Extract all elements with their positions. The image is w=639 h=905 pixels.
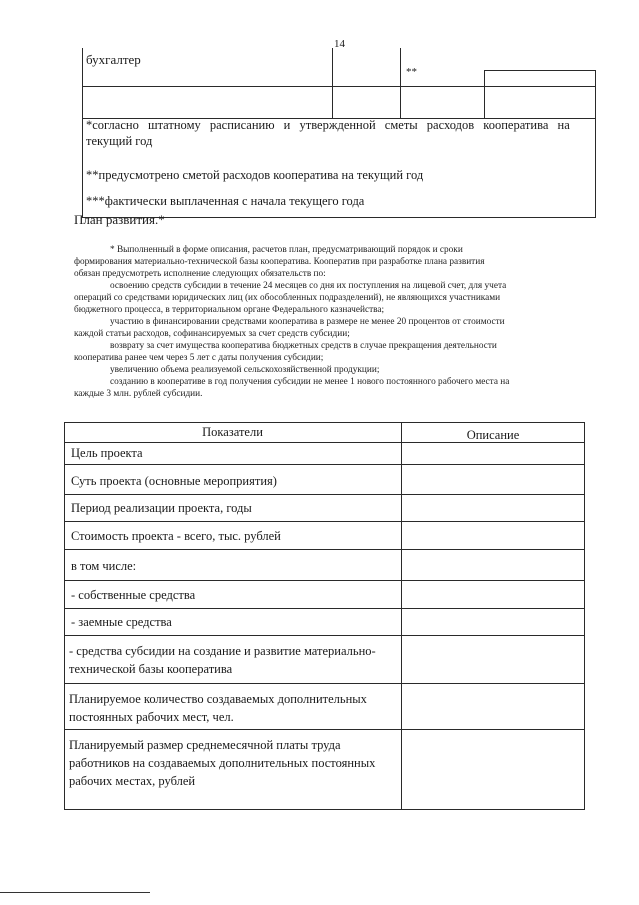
row-including: в том числе:	[71, 559, 137, 573]
intro-line-4: освоению средств субсидии в течение 24 месяцев со дня их поступления на лицевой счет, для учета	[110, 281, 507, 291]
intro-line-9: возврату за счет имущества кооператива бюджетных средств в случае прекращения деятельности	[110, 341, 497, 351]
intro-line-8: каждой статьи расходов, софинансируемых за счет средств субсидии;	[74, 329, 350, 339]
intro-line-5: операций со средствами юридических лиц (их обособленных подразделений), не являющихся участниками	[74, 293, 501, 303]
page-number: 14	[334, 38, 345, 50]
intro-line-7: участию в финансировании средствами кооператива в размере не менее 20 процентов от стоимости	[110, 317, 505, 327]
row-implementation-period: Период реализации проекта, годы	[71, 501, 252, 515]
intro-line-13: каждые 3 млн. рублей субсидии.	[74, 389, 203, 399]
intro-line-10: кооператива ранее чем через 5 лет с даты получения субсидии;	[74, 353, 324, 363]
row-own-funds: - собственные средства	[71, 588, 196, 602]
intro-line-11: увеличению объема реализуемой сельскохозяйственной продукции;	[110, 365, 380, 375]
indicators-table	[64, 422, 585, 810]
header-indicators: Показатели	[202, 425, 263, 439]
row-project-essence: Суть проекта (основные мероприятия)	[71, 474, 277, 488]
intro-line-1: * Выполненный в форме описания, расчетов план, предусматривающий порядок и сроки	[110, 245, 463, 255]
footnote-1-cont: текущий год	[86, 134, 153, 148]
staff-marker: **	[406, 66, 417, 78]
staff-table	[82, 48, 596, 218]
row-planned-salary: Планируемый размер среднемесячной платы труда работников на создаваемых дополнительных постоянных рабочих местах, рублей	[69, 738, 376, 788]
bottom-rule	[0, 892, 150, 893]
row-planned-jobs: Планируемое количество создаваемых дополнительных постоянных рабочих мест, чел.	[69, 692, 367, 724]
header-description: Описание	[466, 428, 520, 442]
intro-line-6: бюджетного процесса, в территориальном органе Федерального казначейства;	[74, 305, 385, 315]
footnote-2: **предусмотрено сметой расходов кооператива на текущий год	[86, 168, 424, 182]
row-project-cost: Стоимость проекта - всего, тыс. рублей	[71, 529, 281, 543]
footnote-1: *согласно штатному расписанию и утвержденной сметы расходов кооператива на	[86, 118, 570, 132]
intro-line-12: созданию в кооперативе в год получения субсидии не менее 1 нового постоянного рабочего места на	[110, 377, 510, 387]
intro-line-3: обязан предусмотреть исполнение следующих обязательств по:	[74, 269, 326, 279]
intro-line-2: формирования материально-технической базы кооператива. Кооператив при разработке плана развития	[74, 257, 485, 267]
staff-row-label: бухгалтер	[86, 52, 141, 67]
footnote-3: ***фактически выплаченная с начала текущего года	[86, 194, 365, 208]
row-subsidy-funds: - средства субсидии на создание и развитие материально-технической базы кооператива	[69, 644, 376, 676]
row-borrowed-funds: - заемные средства	[71, 615, 172, 629]
row-project-goal: Цель проекта	[71, 446, 143, 460]
plan-heading: План развития.*	[74, 212, 165, 227]
